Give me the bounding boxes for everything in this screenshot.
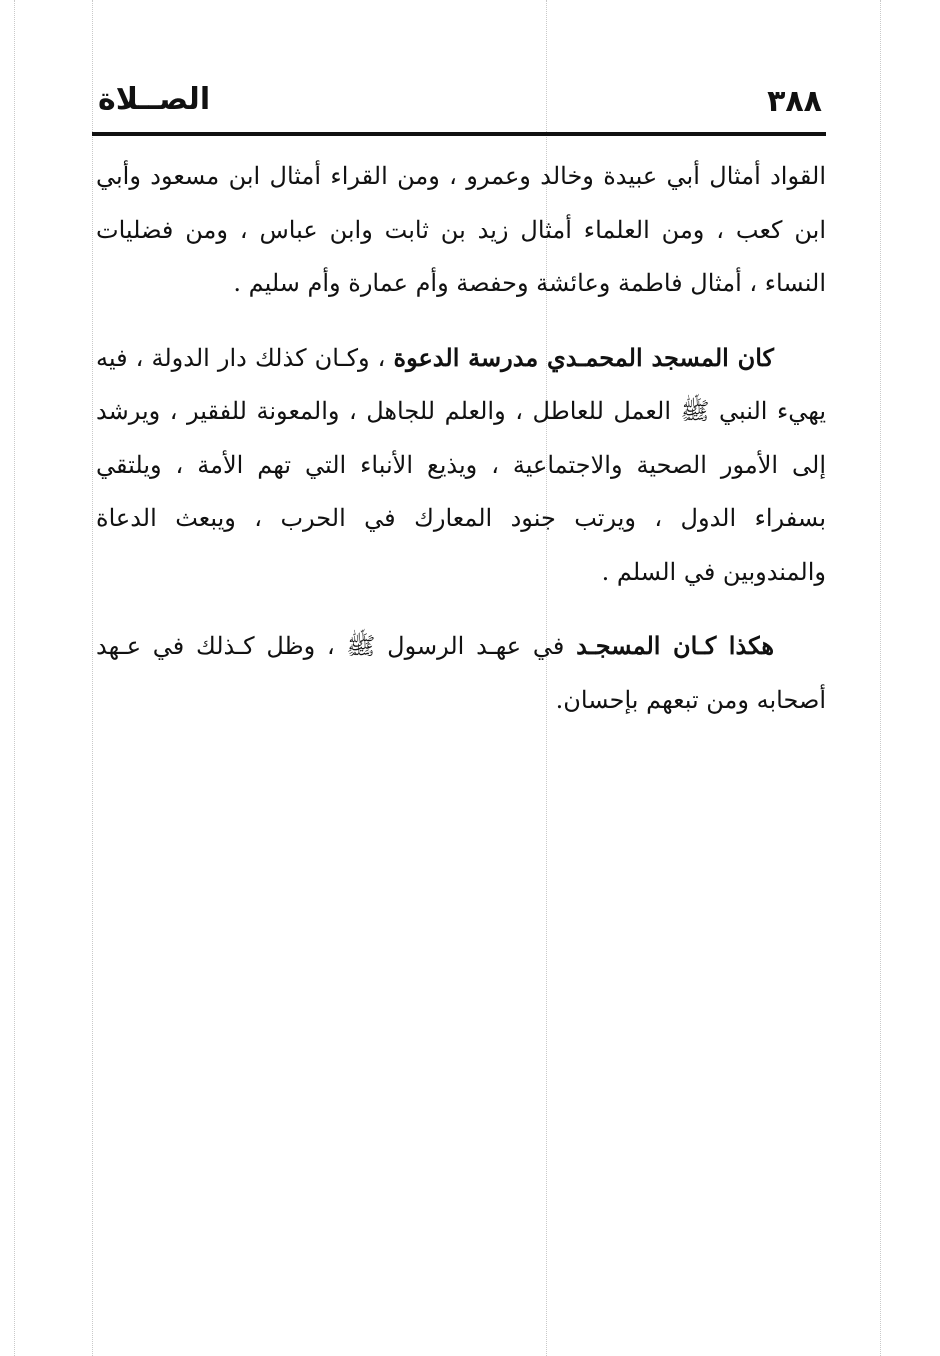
- paragraph-1: [96, 150, 826, 311]
- page-header: [98, 78, 822, 134]
- body-text: [96, 150, 826, 727]
- scan-guide-line: [92, 0, 93, 1356]
- paragraph-text: القواد أمثال أبي عبيدة وخالد وعمرو ، ومن القراء أمثال ابن مسعود وأبي ابن كعب ، ومن العلماء أمثال زيد بن ثابت وابن عباس ، ومن فضليات النساء ، أمثال فاطمة وعائشة وحفصة وأم عمارة وأم سليم .: [96, 162, 826, 297]
- paragraph-text: ، وكـان كذلك دار الدولة ، فيه يهيء النبي ﷺ العمل للعاطل ، والعلم للجاهل ، والمعونة للفقير ، ويرشد إلى الأمور الصحية والاجتماعية ، ويذيع الأنباء التي تهم الأمة ، ويلتقي بسفراء الدول ، ويرتب جنود المعارك في الحرب ، ويبعث الدعاة والمندوبين في السلم .: [96, 343, 826, 586]
- paragraph-bold-lead: هكذا كـان المسجـد: [576, 631, 774, 660]
- paragraph-text: في عهـد الرسول ﷺ ، وظل كـذلك في عـهد أصحابه ومن تبعهم بإحسان.: [96, 632, 826, 714]
- page-number: ٣٨٨: [767, 84, 822, 119]
- paragraph-bold-lead: كان المسجد المحمـدي مدرسة الدعوة: [393, 342, 774, 372]
- scan-guide-line: [880, 0, 881, 1356]
- paragraph-3: [96, 619, 826, 727]
- running-title: الصــلاة: [98, 82, 211, 117]
- header-rule: [92, 132, 826, 136]
- paragraph-2: [96, 331, 826, 600]
- scan-guide-line: [14, 0, 15, 1356]
